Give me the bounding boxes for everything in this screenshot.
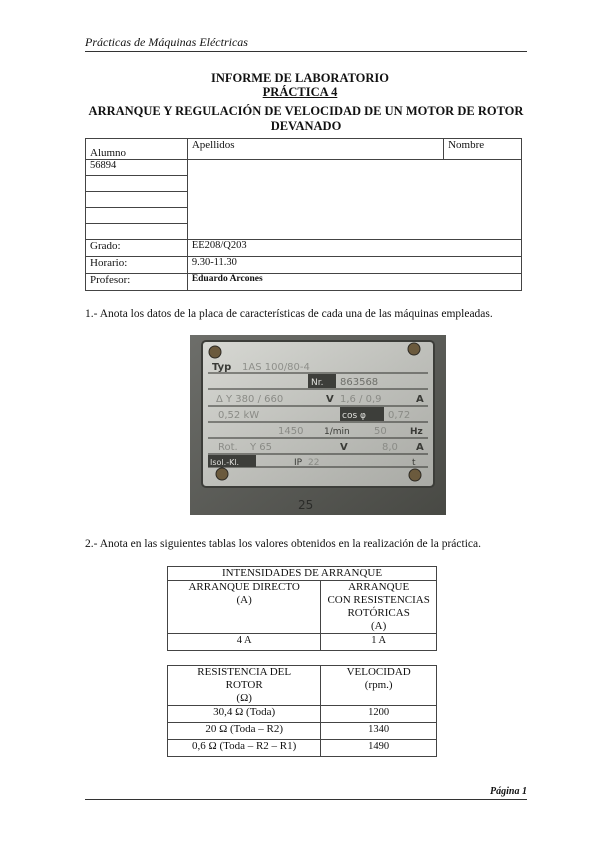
np-freq: 50	[374, 426, 387, 437]
np-type-label: Typ	[212, 362, 232, 373]
grado-value: EE208/Q203	[187, 240, 521, 257]
np-a-unit: A	[416, 394, 424, 405]
practice-number: PRÁCTICA 4	[262, 85, 338, 99]
table1-col2-line3: (A)	[371, 620, 387, 632]
alumno-empty-row	[86, 208, 188, 224]
np-speed-unit: 1/min	[324, 427, 350, 437]
footer-rule	[85, 799, 527, 800]
table1-col2-line1: ARRANQUE	[348, 581, 410, 593]
profesor-label: Profesor:	[86, 274, 188, 291]
np-stamp: 25	[298, 498, 314, 512]
horario-label: Horario:	[86, 257, 188, 274]
table2-resistance-header	[168, 666, 321, 706]
alumno-empty-row	[86, 176, 188, 192]
table2-resistance-cell: 20 Ω (Toda – R2)	[168, 723, 321, 740]
profesor-value: Eduardo Arcones	[187, 274, 521, 291]
grado-label: Grado:	[86, 240, 188, 257]
horario-value: 9.30-11.30	[187, 257, 521, 274]
rotor-resistance-speed-table	[167, 665, 437, 757]
alumno-number: 56894	[86, 160, 188, 176]
names-area	[187, 160, 521, 240]
table2-h2-line1: VELOCIDAD	[346, 666, 411, 678]
practice-title	[0, 85, 600, 100]
np-rot-v-unit: V	[340, 442, 348, 453]
np-power: 0,52 kW	[218, 410, 260, 421]
table2-speed-cell: 1490	[321, 740, 437, 757]
np-current: 1,6 / 0,9	[340, 394, 382, 405]
np-v-unit: V	[326, 394, 334, 405]
np-cos-value: 0,72	[388, 410, 411, 421]
starting-currents-table	[167, 566, 437, 651]
np-speed: 1450	[278, 426, 304, 437]
table1-col1-line2: (A)	[236, 594, 252, 606]
header-rule	[85, 51, 527, 52]
nameplate-illustration	[190, 335, 446, 515]
table2-speed-header	[321, 666, 437, 706]
table1-col2-header	[321, 581, 437, 634]
table2-h2-line2: (rpm.)	[364, 679, 393, 691]
table2-resistance-cell: 0,6 Ω (Toda – R2 – R1)	[168, 740, 321, 757]
np-nr-value: 863568	[340, 377, 379, 388]
running-header: Prácticas de Máquinas Eléctricas	[85, 35, 248, 49]
np-isol-label: Isol.-Kl.	[210, 458, 240, 467]
np-rot-a-unit: A	[416, 442, 424, 453]
table-row	[168, 740, 437, 757]
np-rot-value: Y 65	[250, 442, 273, 453]
np-ip-label: IP	[294, 458, 303, 468]
table2-h1-line1: RESISTENCIA DEL	[197, 666, 292, 678]
table-row	[168, 706, 437, 723]
np-ip-value: 22	[308, 458, 320, 468]
alumno-label: Alumno	[86, 139, 188, 160]
np-nr-label: Nr.	[311, 378, 324, 388]
question-1: 1.- Anota los datos de la placa de características de cada una de las máquinas empleadas.	[85, 308, 493, 320]
table2-speed-cell: 1340	[321, 723, 437, 740]
np-rot-current: 8,0	[382, 442, 398, 453]
table1-col2-line2: CON RESISTENCIAS ROTÓRICAS	[327, 594, 430, 619]
apellidos-label: Apellidos	[187, 139, 443, 160]
nameplate-photo	[190, 335, 446, 515]
table2-resistance-cell: 30,4 Ω (Toda)	[168, 706, 321, 723]
report-title: INFORME DE LABORATORIO	[210, 71, 390, 85]
question-2: 2.- Anota en las siguientes tablas los valores obtenidos en la realización de la práctica.	[85, 538, 481, 550]
np-hz-unit: Hz	[410, 427, 423, 437]
np-t-unit: t	[412, 458, 416, 468]
np-voltage: Δ Y 380 / 660	[216, 394, 284, 405]
student-info-table	[85, 138, 522, 291]
table-row	[168, 723, 437, 740]
table1-col1-header	[168, 581, 321, 634]
np-cos-label: cos φ	[342, 411, 366, 421]
nombre-label: Nombre	[444, 139, 522, 160]
table2-h1-line2: ROTOR	[225, 679, 263, 691]
table1-col1-line1: ARRANQUE DIRECTO	[188, 581, 300, 593]
alumno-empty-row	[86, 224, 188, 240]
table1-resistor-value: 1 A	[321, 634, 437, 651]
table2-h1-line3: (Ω)	[236, 692, 252, 704]
page-number: Página 1	[490, 786, 527, 797]
np-rot-label: Rot.	[218, 442, 238, 453]
table2-speed-cell: 1200	[321, 706, 437, 723]
table1-title: INTENSIDADES DE ARRANQUE	[168, 567, 437, 581]
subject-title: ARRANQUE Y REGULACIÓN DE VELOCIDAD DE UN MOTOR DE ROTOR DEVANADO	[88, 104, 524, 133]
alumno-empty-row	[86, 192, 188, 208]
table1-direct-value: 4 A	[168, 634, 321, 651]
np-type-value: 1AS 100/80-4	[242, 362, 310, 373]
